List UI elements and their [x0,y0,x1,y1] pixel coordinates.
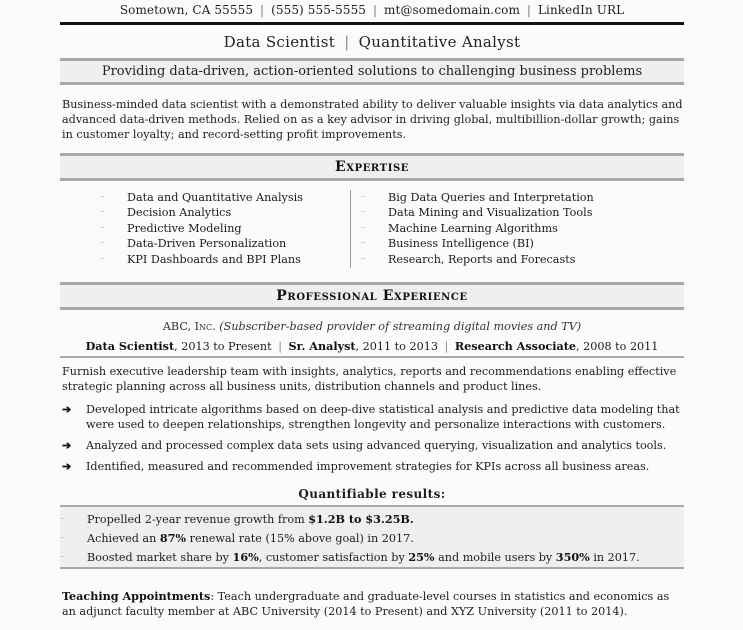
roles-divider [60,356,684,358]
dash-bullet-icon: – [60,552,65,562]
expertise-item: – Machine Learning Algorithms [361,221,558,235]
expertise-list-left [100,190,340,267]
teaching-paragraph [62,589,684,619]
dash-bullet-icon: – [361,238,366,249]
contact-email[interactable]: mt@somedomain.com [384,3,520,17]
expertise-item: – KPI Dashboards and BPI Plans [100,252,301,266]
tagline: Providing data-driven, action-oriented solutions to challenging business problems [101,64,643,79]
dash-bullet-icon: – [100,207,105,218]
quantifiable-results-heading: Quantifiable results: [298,487,446,501]
separator: | [526,3,532,17]
role-dates: , 2011 to 2013 [355,340,438,353]
expertise-heading-bar [60,153,684,181]
dash-bullet-icon: – [361,192,366,202]
expertise-item: – Data and Quantitative Analysis [100,191,303,204]
company-line [60,320,684,333]
achievement-bullets [60,402,684,480]
headline-role-1: Data Scientist [223,33,336,51]
contact-phone: (555) 555-5555 [271,3,367,17]
contact-location: Sometown, CA 55555 [119,3,254,17]
separator: | [444,340,449,353]
arrow-right-icon: ➔ [62,439,72,452]
contact-linkedin[interactable]: LinkedIn URL [537,3,625,17]
expertise-item: – Big Data Queries and Interpretation [361,191,594,204]
teaching-label: Teaching Appointments [62,589,211,603]
expertise-heading: Expertise [334,159,410,175]
achievement-bullet: ➔ Analyzed and processed complex data sets using advanced querying, visualization and analytics tools. [62,439,667,452]
quantifiable-results-box [60,505,684,569]
dash-bullet-icon: – [100,253,105,264]
role-dates: , 2008 to 2011 [576,340,659,353]
role-title: Research Associate [454,339,577,353]
contact-line [60,3,684,17]
company-description: (Subscriber-based provider of streaming digital movies and TV) [219,320,582,333]
expertise-item: – Data Mining and Visualization Tools [361,206,593,220]
headline-role-2: Quantitative Analyst [358,33,521,51]
roles-line [60,339,684,353]
header-divider [60,22,684,25]
result-item: – Boosted market share by 16%, customer satisfaction by 25% and mobile users by 350% in 2017. [60,548,684,567]
duties-paragraph: Furnish executive leadership team with insights, analytics, reports and recommendations enabling effective strategic planning across all business units, distribution channels and product lines. [62,365,677,393]
expertise-item: – Data-Driven Personalization [100,237,287,251]
dash-bullet-icon: – [361,207,366,218]
dash-bullet-icon: – [361,253,366,264]
dash-bullet-icon: – [60,533,65,543]
role-dates: , 2013 to Present [174,340,272,353]
experience-heading: Professional Experience [276,288,468,304]
arrow-right-icon: ➔ [62,403,72,416]
achievement-bullet: ➔ Identified, measured and recommended improvement strategies for KPIs across all business areas. [62,460,650,473]
arrow-right-icon: ➔ [62,460,72,473]
separator: | [344,33,350,51]
expertise-item: – Decision Analytics [100,206,232,220]
headline [60,33,684,51]
expertise-item: – Predictive Modeling [100,221,242,235]
tagline-bar [60,58,684,85]
dash-bullet-icon: – [100,192,105,202]
expertise-item: – Business Intelligence (BI) [361,237,534,251]
summary-paragraph: Business-minded data scientist with a demonstrated ability to deliver valuable insights via data analytics and advanced data-driven methods. Relied on as a key advisor in driving global, multibillion-dollar growth; gains in customer loyalty; and record-setting profit improvements. [62,98,683,141]
dash-bullet-icon: – [361,222,366,233]
separator: | [372,3,378,17]
dash-bullet-icon: – [100,238,105,249]
teaching-text: : Teach undergraduate and graduate-level courses in statistics and economics as an adjunct faculty member at ABC University (2014 to Present) and XYZ University (2011 to 2014). [62,590,670,618]
dash-bullet-icon: – [60,514,65,524]
company-name: ABC, Inc. [162,320,216,333]
dash-bullet-icon: – [100,222,105,233]
role-title: Sr. Analyst [288,339,356,353]
separator: | [259,3,265,17]
expertise-list-right [350,190,661,268]
expertise-item: – Research, Reports and Forecasts [361,252,576,266]
separator: | [278,340,282,353]
result-item: – Achieved an 87% renewal rate (15% above goal) in 2017. [60,529,684,548]
role-title: Data Scientist [85,339,175,353]
achievement-bullet: ➔ Developed intricate algorithms based on deep-dive statistical analysis and predictive data modeling that were used to deepen relationships, strengthen longevity and personalize interactions with customers. [62,403,680,431]
experience-heading-bar [60,282,684,310]
result-item: – Propelled 2-year revenue growth from $1.2B to $3.25B. [60,510,684,529]
